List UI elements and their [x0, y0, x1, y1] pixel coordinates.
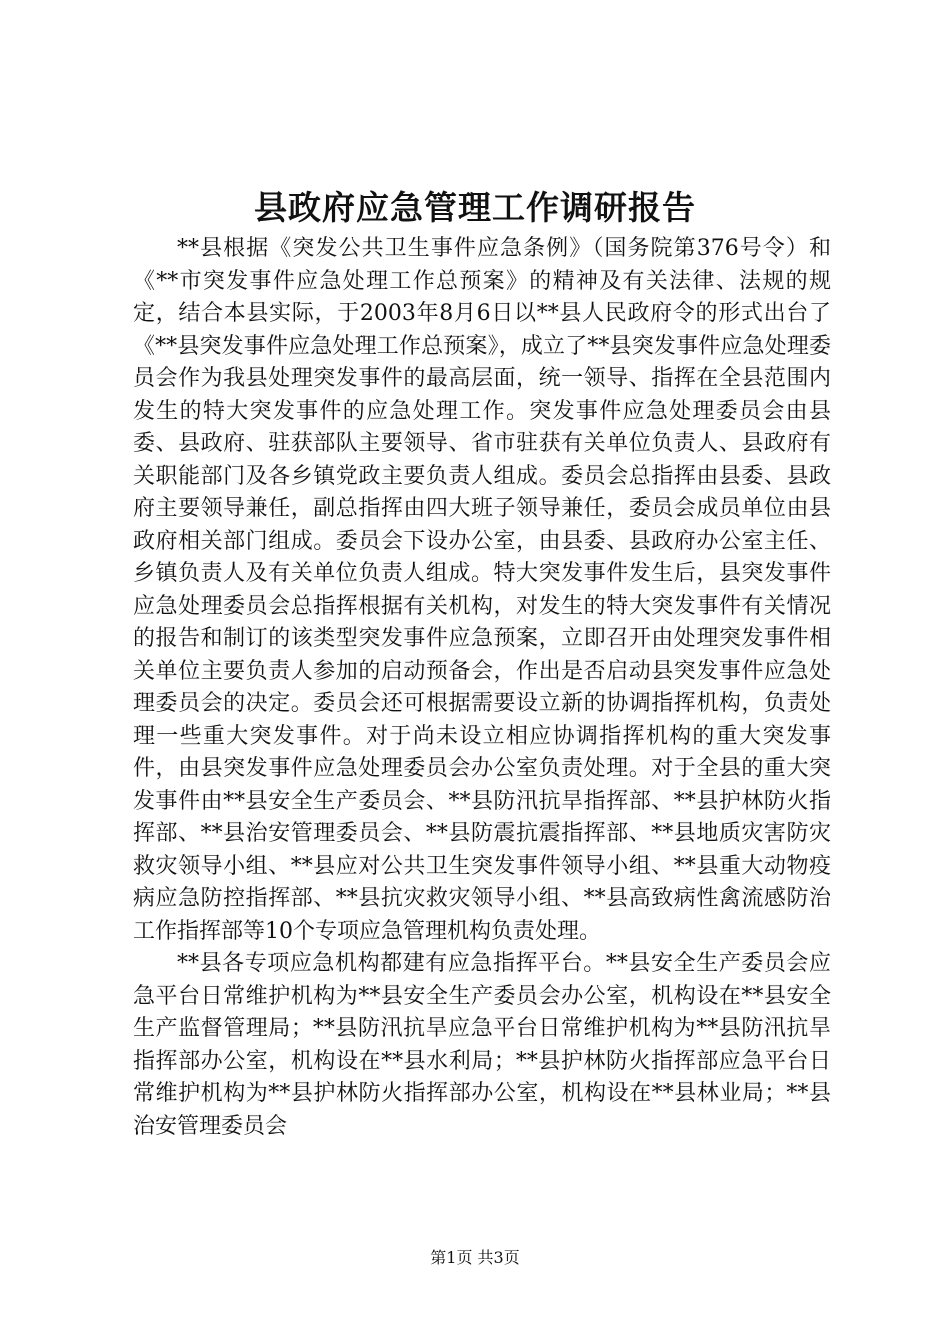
document-body [133, 233, 831, 1143]
document-title: 县政府应急管理工作调研报告 [254, 188, 696, 227]
paragraph-2: **县各专项应急机构都建有应急指挥平台。**县安全生产委员会应急平台日常维护机构为**县安全生产委员会办公室，机构设在**县安全生产监督管理局；**县防汛抗旱应急平台日常维护机构为**县防汛抗旱指挥部办公室，机构设在**县水利局；**县护林防火指挥部应急平台日常维护机构为**县护林防火指挥部办公室，机构设在**县林业局；**县治安管理委员会 [133, 951, 831, 1139]
paragraph-1: **县根据《突发公共卫生事件应急条例》（国务院第376号令）和《**市突发事件应急处理工作总预案》的精神及有关法律、法规的规定，结合本县实际，于2003年8月6日以**县人民政府令的形式出台了《**县突发事件应急处理工作总预案》，成立了**县突发事件应急处理委员会作为我县处理突发事件的最高层面，统一领导、指挥在全县范围内发生的特大突发事件的应急处理工作。突发事件应急处理委员会由县委、县政府、驻获部队主要领导、省市驻获有关单位负责人、县政府有关职能部门及各乡镇党政主要负责人组成。委员会总指挥由县委、县政府主要领导兼任，副总指挥由四大班子领导兼任，委员会成员单位由县政府相关部门组成。委员会下设办公室，由县委、县政府办公室主任、乡镇负责人及有关单位负责人组成。特大突发事件发生后，县突发事件应急处理委员会总指挥根据有关机构，对发生的特大突发事件有关情况的报告和制订的该类型突发事件应急预案，立即召开由处理突发事件相关单位主要负责人参加的启动预备会，作出是否启动县突发事件应急处理委员会的决定。委员会还可根据需要设立新的协调指挥机构，负责处理一些重大突发事件。对于尚未设立相应协调指挥机构的重大突发事件，由县突发事件应急处理委员会办公室负责处理。对于全县的重大突发事件由**县安全生产委员会、**县防汛抗旱指挥部、**县护林防火指挥部、**县治安管理委员会、**县防震抗震指挥部、**县地质灾害防灾救灾领导小组、**县应对公共卫生突发事件领导小组、**县重大动物疫病应急防控指挥部、**县抗灾救灾领导小组、**县高致病性禽流感防治工作指挥部等10个专项应急管理机构负责处理。 [133, 236, 831, 944]
page-number-footer: 第1页 共3页 [430, 1248, 520, 1267]
